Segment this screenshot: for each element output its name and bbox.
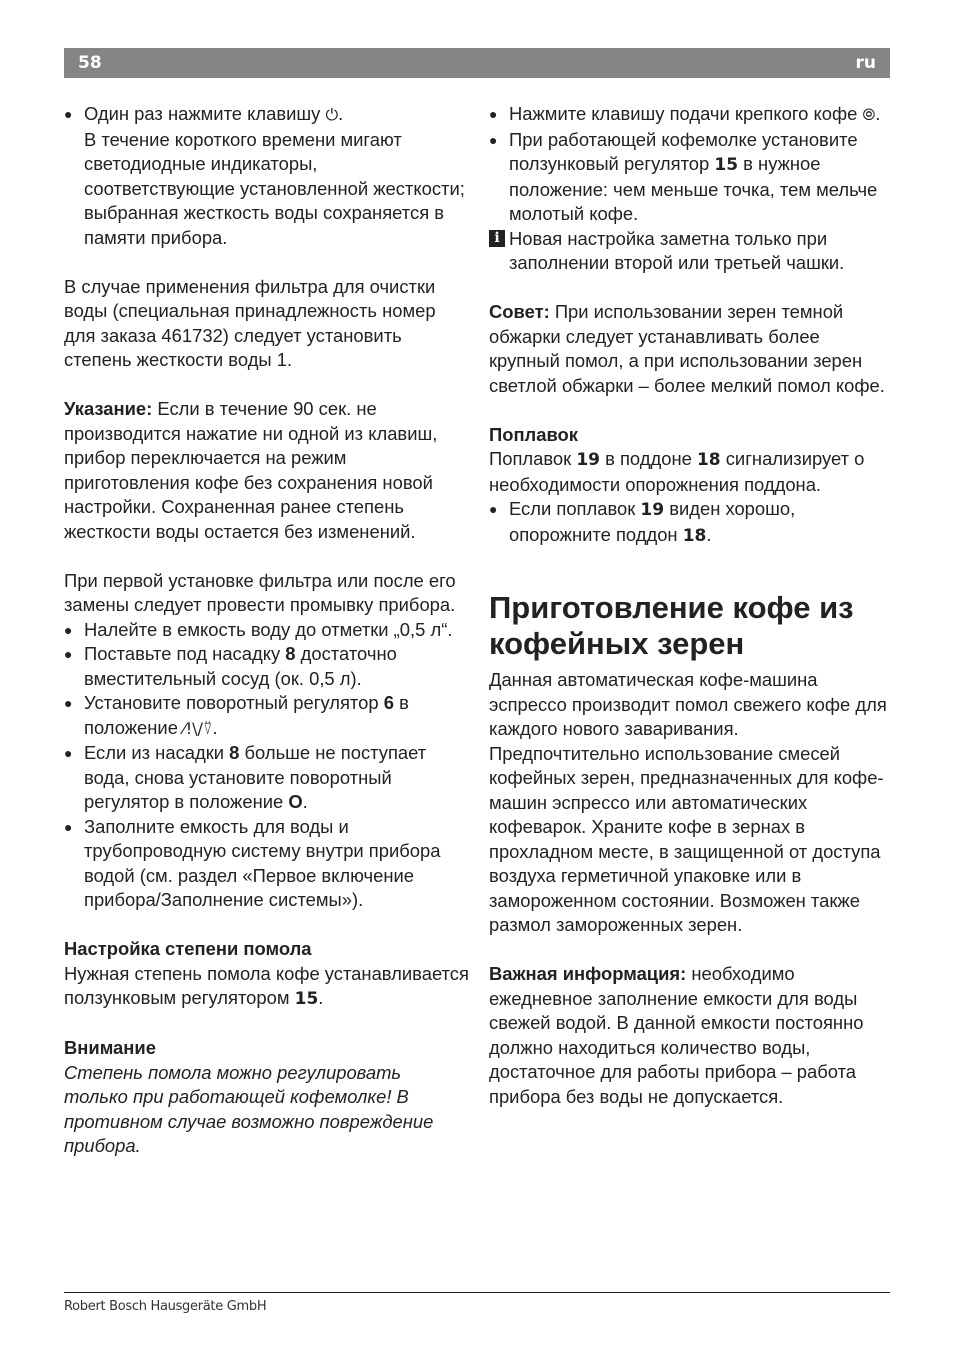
note-paragraph: Указание: Если в течение 90 сек. не производится нажатие ни одной из клавиш, прибор переключается на режим приготовления кофе без сохранения новой настройки. Сохраненная ранее степень жесткости воды остается без изменений.: [64, 398, 438, 542]
list-item: ● Заполните емкость для воды и трубопроводную систему внутри прибора водой (см. раздел «Первое включение прибора/Заполнение системы»).: [64, 815, 469, 913]
info-icon: i: [489, 230, 505, 247]
section-title: Приготовление кофе из кофейных зерен: [489, 590, 854, 661]
attention-heading: Внимание: [64, 1037, 156, 1058]
list-item: ● Поставьте под насадку 8 достаточно вместительный сосуд (ок. 0,5 л).: [64, 642, 469, 691]
strong-coffee-icon: ⦾: [862, 105, 876, 124]
list-item: ● Нажмите клавишу подачи крепкого кофе ⦾.: [489, 102, 889, 128]
info-note: i Новая настройка заметна только при заполнении второй или третьей чашки.: [489, 227, 889, 276]
list-item: ● При работающей кофемолке установите ползунковый регулятор 15 в нужное положение: чем меньше точка, тем мельче молотый кофе.: [489, 128, 889, 227]
power-icon: ⏻: [325, 105, 339, 124]
list-item: ● Установите поворотный регулятор 6 в положение ⁄!\/⍢.: [64, 691, 469, 741]
steam-hot-water-icon: ⁄!\/⍢: [183, 718, 213, 738]
section-text: Данная автоматическая кофе-машина эспрессо производит помол свежего кофе для каждого нового заваривания. Предпочтительно использование смесей кофейных зерен, предназначенных для кофе-машин эспрессо или автоматических кофеварок. Храните кофе в зернах в прохладном месте, в защищенной от доступа воздуха герметичной упаковке или в замороженном состоянии. Возможен также размол замороженных зерен.: [489, 669, 887, 935]
attention-text: Степень помола можно регулировать только при работающей кофемолке! В противном случае возможно повреждение прибора.: [64, 1061, 434, 1156]
tip-label: Совет:: [489, 301, 550, 322]
note-label: Указание:: [64, 398, 153, 419]
float-text: Поплавок 19 в поддоне 18 сигнализирует о необходимости опорожнения поддона.: [489, 448, 865, 495]
language-code: ru: [855, 53, 876, 73]
important-paragraph: Важная информация: необходимо ежедневное заполнение емкости для воды свежей водой. В данной емкости постоянно должно находиться количество воды, достаточное для работы прибора – работа прибора без воды не допускается.: [489, 963, 864, 1107]
list-item: ● Налейте в емкость воду до отметки „0,5 л“.: [64, 618, 469, 643]
filter-paragraph: В случае применения фильтра для очистки воды (специальная принадлежность номер для заказа 461732) следует установить степень жесткости воды 1.: [64, 275, 436, 370]
grind-text: Нужная степень помола кофе устанавливается ползунковым регулятором 15.: [64, 962, 469, 1009]
footer-divider: [64, 1292, 890, 1293]
tip-paragraph: Совет: При использовании зерен темной обжарки следует устанавливать более крупный помол, а при использовании зерен светлой обжарки – более мелкий помол кофе.: [489, 301, 885, 396]
page-header-bar: [64, 48, 890, 78]
list-item: ● Если поплавок 19 виден хорошо, опорожните поддон 18.: [489, 497, 889, 548]
rinse-intro: При первой установке фильтра или после его замены следует провести промывку прибора.: [64, 569, 456, 615]
important-label: Важная информация:: [489, 963, 687, 984]
list-item: ● Если из насадки 8 больше не поступает вода, снова установите поворотный регулятор в положение O.: [64, 741, 469, 815]
grind-heading: Настройка степени помола: [64, 938, 312, 959]
list-item: ● Один раз нажмите клавишу ⏻. В течение короткого времени мигают светодиодные индикаторы, соответствующие установленной жесткости; выбранная жесткость воды сохраняется в памяти прибора.: [64, 102, 469, 250]
float-heading: Поплавок: [489, 423, 578, 445]
left-column: [64, 102, 469, 1159]
page-number: 58: [78, 53, 102, 73]
right-column: [489, 102, 889, 1109]
footer-company: Robert Bosch Hausgeräte GmbH: [64, 1299, 267, 1314]
